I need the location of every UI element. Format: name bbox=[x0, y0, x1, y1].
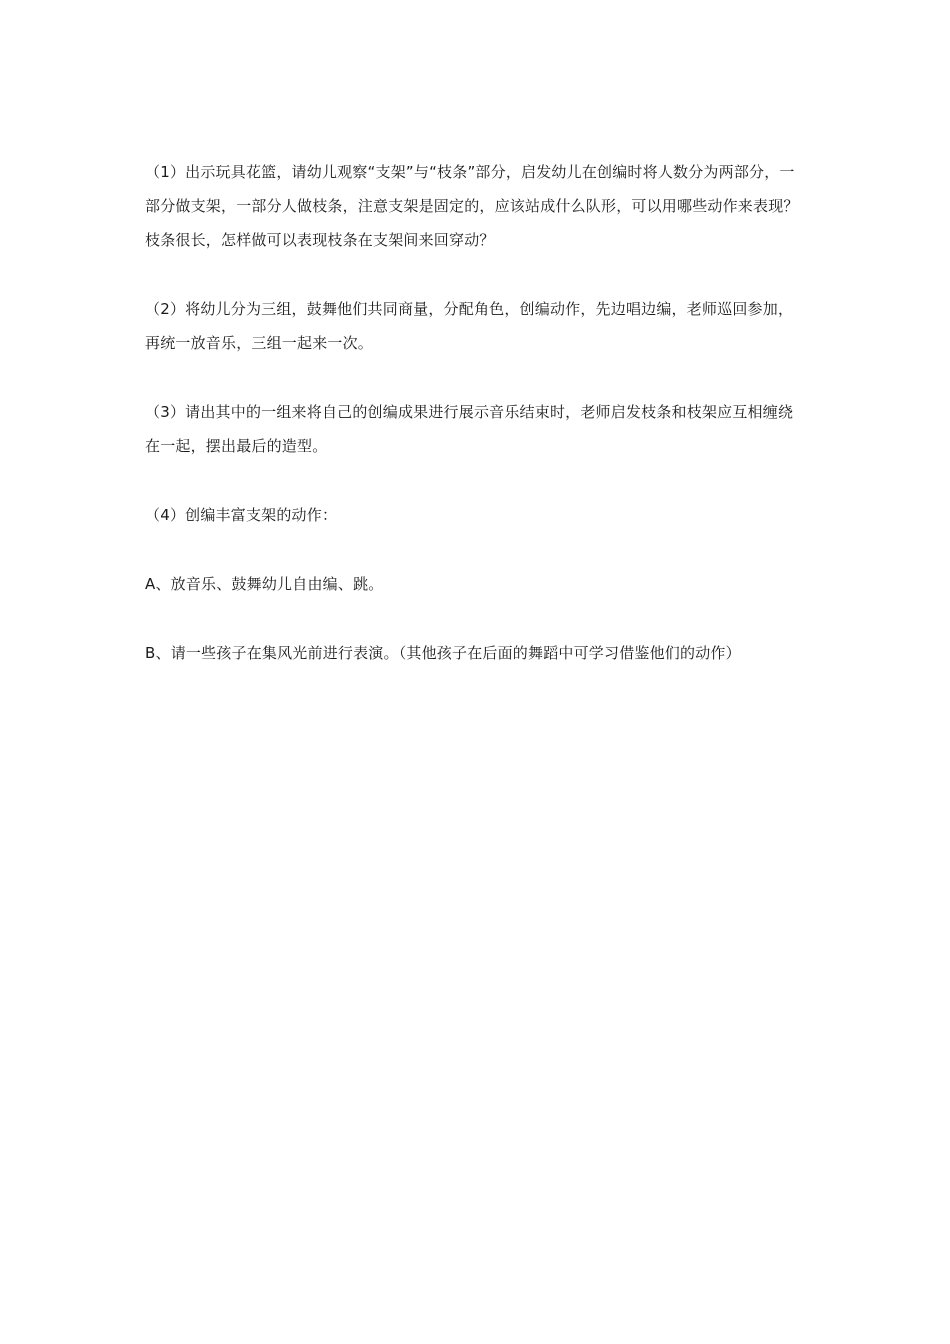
paragraph-step-2: （2）将幼儿分为三组，鼓舞他们共同商量，分配角色，创编动作，先边唱边编，老师巡回参加，再统一放音乐，三组一起来一次。 bbox=[145, 300, 794, 352]
document-body bbox=[145, 155, 805, 705]
paragraph-item-a: A、放音乐、鼓舞幼儿自由编、跳。 bbox=[145, 575, 384, 593]
paragraph-step-1: （1）出示玩具花篮，请幼儿观察“支架”与“枝条”部分，启发幼儿在创编时将人数分为两部分，一部分做支架，一部分人做枝条，注意支架是固定的，应该站成什么队形，可以用哪些动作来表现？枝条很长，怎样做可以表现枝条在支架间来回穿动？ bbox=[145, 163, 799, 249]
paragraph-item-b: B、请一些孩子在集风光前进行表演。（其他孩子在后面的舞蹈中可学习借鉴他们的动作） bbox=[145, 644, 741, 662]
paragraph-step-4: （4）创编丰富支架的动作： bbox=[145, 506, 338, 524]
paragraph-step-3: （3）请出其中的一组来将自己的创编成果进行展示音乐结束时，老师启发枝条和枝架应互相缠绕在一起，摆出最后的造型。 bbox=[145, 403, 794, 455]
